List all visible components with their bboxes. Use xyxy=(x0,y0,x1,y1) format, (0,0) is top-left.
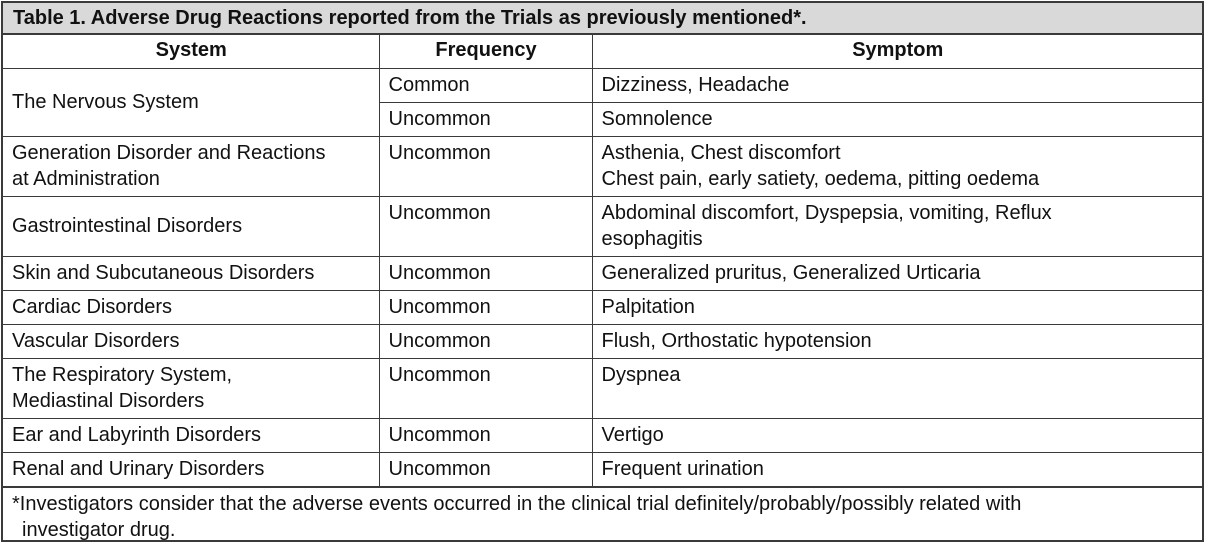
symptom-cell xyxy=(592,196,1202,256)
system-cell: Ear and Labyrinth Disorders xyxy=(3,418,379,452)
symptom-line: Chest pain, early satiety, oedema, pitting oedema xyxy=(601,167,1040,190)
adverse-reactions-table-container xyxy=(1,1,1204,542)
header-system: System xyxy=(3,35,379,68)
table-row xyxy=(3,68,1202,102)
symptom-cell: Dyspnea xyxy=(592,358,1202,418)
header-frequency: Frequency xyxy=(379,35,592,68)
system-line: Generation Disorder and Reactions xyxy=(12,141,326,164)
header-row xyxy=(3,35,1202,68)
system-cell: Vascular Disorders xyxy=(3,324,379,358)
table-row xyxy=(3,324,1202,358)
frequency-cell: Common xyxy=(379,68,592,102)
system-cell: Skin and Subcutaneous Disorders xyxy=(3,256,379,290)
footnote-line: *Investigators consider that the adverse events occurred in the clinical trial definitely/probably/possibly related with xyxy=(12,492,1022,515)
frequency-cell: Uncommon xyxy=(379,290,592,324)
table-row xyxy=(3,290,1202,324)
system-cell: Renal and Urinary Disorders xyxy=(3,452,379,486)
symptom-line: Abdominal discomfort, Dyspepsia, vomiting, Reflux xyxy=(601,201,1052,224)
symptom-cell: Somnolence xyxy=(592,102,1202,136)
system-cell xyxy=(3,358,379,418)
table-row xyxy=(3,196,1202,256)
symptom-cell: Vertigo xyxy=(592,418,1202,452)
symptom-line: Asthenia, Chest discomfort xyxy=(601,141,841,164)
header-symptom: Symptom xyxy=(592,35,1202,68)
table-row xyxy=(3,256,1202,290)
symptom-cell: Palpitation xyxy=(592,290,1202,324)
table-title: Table 1. Adverse Drug Reactions reported from the Trials as previously mentioned*. xyxy=(3,3,1202,35)
system-cell xyxy=(3,136,379,196)
symptom-cell xyxy=(592,136,1202,196)
footnote-line: investigator drug. xyxy=(22,518,176,541)
system-line: The Respiratory System, xyxy=(12,363,233,386)
system-cell: Gastrointestinal Disorders xyxy=(3,196,379,256)
table-footnote xyxy=(3,487,1202,543)
table-row xyxy=(3,418,1202,452)
frequency-cell: Uncommon xyxy=(379,324,592,358)
symptom-cell: Flush, Orthostatic hypotension xyxy=(592,324,1202,358)
table-row xyxy=(3,136,1202,196)
frequency-cell: Uncommon xyxy=(379,136,592,196)
frequency-cell: Uncommon xyxy=(379,256,592,290)
system-cell: The Nervous System xyxy=(3,68,379,136)
symptom-cell: Frequent urination xyxy=(592,452,1202,486)
adverse-reactions-table xyxy=(3,35,1202,487)
frequency-cell: Uncommon xyxy=(379,102,592,136)
table-row xyxy=(3,358,1202,418)
symptom-cell: Dizziness, Headache xyxy=(592,68,1202,102)
system-line: Mediastinal Disorders xyxy=(12,389,205,412)
system-cell: Cardiac Disorders xyxy=(3,290,379,324)
table-row xyxy=(3,452,1202,486)
frequency-cell: Uncommon xyxy=(379,358,592,418)
frequency-cell: Uncommon xyxy=(379,418,592,452)
symptom-line: esophagitis xyxy=(601,227,703,250)
frequency-cell: Uncommon xyxy=(379,452,592,486)
system-line: at Administration xyxy=(12,167,160,190)
symptom-cell: Generalized pruritus, Generalized Urticaria xyxy=(592,256,1202,290)
frequency-cell: Uncommon xyxy=(379,196,592,256)
